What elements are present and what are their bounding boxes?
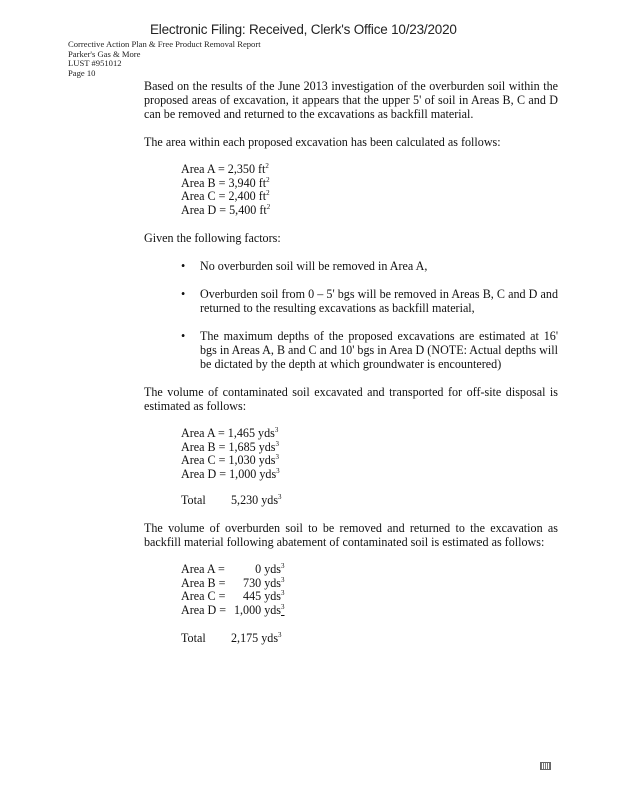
area-list xyxy=(181,163,558,217)
filing-stamp: Electronic Filing: Received, Clerk's Office 10/23/2020 xyxy=(150,22,457,37)
area-item: Area D = 5,400 $ft^2$ xyxy=(181,202,271,217)
intro-paragraph: Based on the results of the June 2013 investigation of the overburden soil within the proposed areas of excavation, it appears that the upper 5' of soil in Areas B, C and D can be removed and returned to the excavations as backfill material. xyxy=(144,79,558,121)
header-lust-number: LUST #951012 xyxy=(68,58,122,69)
overburden-total: Total 2,175 yds$^3$ xyxy=(181,631,282,645)
document-header xyxy=(68,40,261,78)
factors-list xyxy=(181,259,558,371)
contaminated-item: Area C = 1,030 yds$^3$ xyxy=(181,453,279,467)
contaminated-item: Area B = 1,685 yds$^3$ xyxy=(181,439,279,454)
contaminated-intro: The volume of contaminated soil excavated and transported for off-site disposal is estimated as follows: xyxy=(144,385,558,413)
header-page-number: Page 10 xyxy=(68,67,96,78)
contaminated-item: Area D = 1,000 yds$^3$ xyxy=(181,466,280,481)
contaminated-list xyxy=(181,427,558,481)
overburden-item: Area B = 730 yds$^3$ xyxy=(181,575,285,590)
overburden-intro: The volume of overburden soil to be removed and returned to the excavation as backfill material following abatement of contaminated soil is estimated as follows: xyxy=(144,521,558,549)
contaminated-total: Total 5,230 yds$^3$ xyxy=(181,493,282,507)
header-report-title: Corrective Action Plan & Free Product Removal Report xyxy=(68,39,261,49)
header-site-name: Parker's Gas & More xyxy=(68,48,141,59)
contaminated-item: Area A = 1,465 yds$^3$ xyxy=(181,426,279,440)
factor-item: • Overburden soil from 0 – 5' bgs will be removed in Areas B, C and D and returned to the resulting excavations as backfill material, xyxy=(181,287,558,315)
overburden-item: Area D = 1,000 yds$^3$ xyxy=(181,602,285,617)
overburden-item: Area A = 0 yds$^3$ xyxy=(181,562,285,576)
factor-item: • No overburden soil will be removed in Area A, xyxy=(181,259,558,273)
area-item: Area B = 3,940 $ft^2$ xyxy=(181,175,270,190)
area-item: Area C = 2,400 $ft^2$ xyxy=(181,189,270,203)
area-intro: The area within each proposed excavation has been calculated as follows: xyxy=(144,135,501,149)
overburden-list xyxy=(181,563,558,617)
page-marker-icon xyxy=(540,762,551,770)
document-body xyxy=(144,79,558,645)
factor-item: • The maximum depths of the proposed excavations are estimated at 16' bgs in Areas A, B and C and 10' bgs in Area D (NOTE: Actual depths will be dictated by the depth at which groundwater is encountered) xyxy=(181,329,558,371)
area-item: Area A = 2,350 $ft^2$ xyxy=(181,162,269,176)
factors-intro: Given the following factors: xyxy=(144,231,281,245)
overburden-item: Area C = 445 yds$^3$ xyxy=(181,589,285,603)
